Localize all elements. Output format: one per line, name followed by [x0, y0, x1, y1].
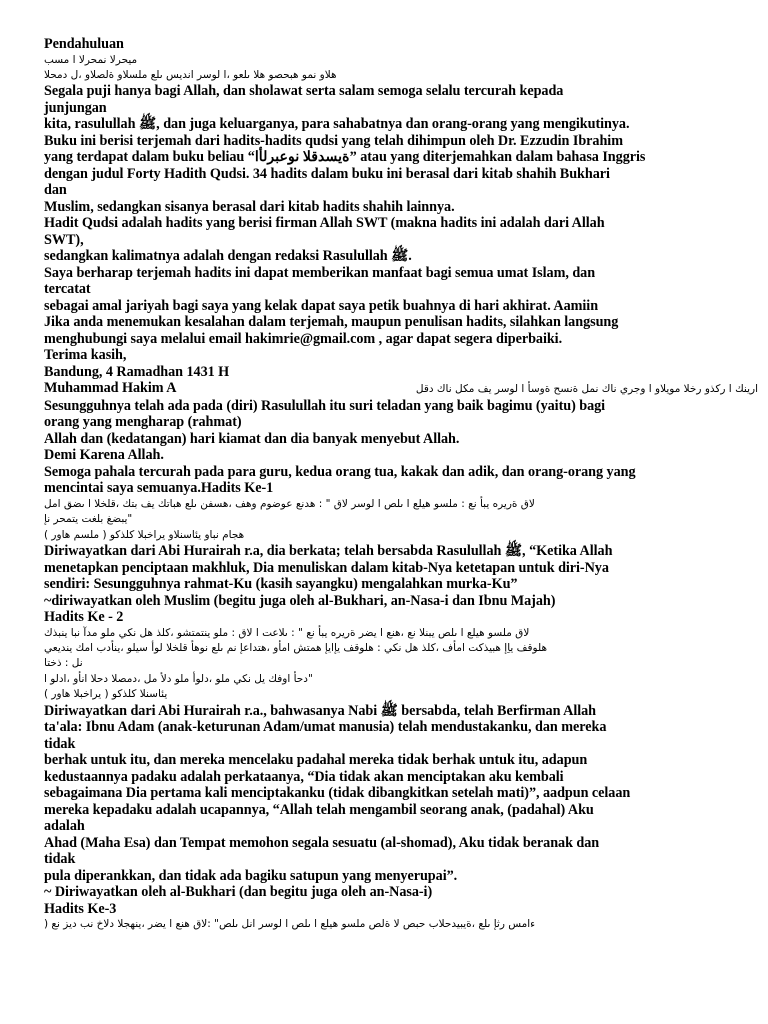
text-line: Hadits Ke - 2 [44, 609, 124, 626]
arabic-quote: ارينك ا ركذو رخلا مويلاو ا وجري ناك نمل ةنسح ةوسأ ا لوسر يف مكل ناك دقل [415, 383, 758, 396]
text-line: Demi Karena Allah. [44, 447, 164, 464]
text-line: Jika anda menemukan kesalahan dalam terjemah, maupun penulisan hadits, silahkan langsung [44, 314, 619, 331]
arabic-text-line: "يبضغ بلغت يتمحر نإ [44, 513, 133, 526]
text-line: menetapkan penciptaan makhluk, Dia menuliskan dalam kitab-Nya ketetapan untuk diri-Nya [44, 559, 609, 576]
text-line: Hadits Ke-3 [44, 900, 117, 917]
text-line: orang yang mengharap (rahmat) [44, 414, 242, 431]
text-line: Segala puji hanya bagi Allah, dan sholawat serta salam semoga selalu tercurah kepada [44, 83, 564, 100]
text-line: ~ Diriwayatkan oleh al-Bukhari (dan begitu juga oleh an-Nasa-i) [44, 884, 433, 901]
arabic-text-line: لاق ملسو هيلع ا ىلص يبنلا نع ،هنع ا يضر ةريره يبأ نع " : ىلاعت ا لاق : ملو ينتمتشو ،كلذ هل نكي ملو مدآ نبا ينبذك [44, 626, 530, 639]
text-line: kedustaannya padaku adalah perkataanya, “Dia tidak akan menciptakan aku kembali [44, 768, 564, 785]
text-line: tercatat [44, 281, 91, 298]
text-line: Ahad (Maha Esa) dan Tempat memohon segala sesuatu (al-shomad), Aku tidak beranak dan [44, 834, 600, 851]
text-line: sebagaimana Dia pertama kali menciptakanku (tidak dibangkitkan setelah mati)”, aadpun celaan [44, 785, 631, 802]
text-line: Terima kasih, [44, 347, 127, 364]
arabic-text-line: نل : ذختا [44, 657, 83, 670]
arabic-text-line: لاق ةريره يبأ نع : ملسو هيلع ا ىلص ا لوسر لاق " : هدنع عوضوم وهف ،هسفن ىلع هباتك يف بتك ،قلخلا ا ىضق امل [44, 497, 535, 510]
text-line: Sesungguhnya telah ada pada (diri) Rasulullah itu suri teladan yang baik bagimu (yaitu) bagi [44, 397, 606, 414]
text-line: sebagai amal jariyah bagi saya yang kelak dapat saya petik buahnya di hari akhirat. Aamiin [44, 297, 599, 314]
text-line: Bandung, 4 Ramadhan 1431 H [44, 363, 230, 380]
text-line: yang terdapat dalam buku beliau “ةيسدقلا نوعبرلأا” atau yang diterjemahkan dalam bahasa Inggris [44, 149, 646, 166]
author-name: Muhammad Hakim A [44, 380, 177, 397]
signature-line [44, 380, 758, 398]
text-line: Muslim, sedangkan sisanya berasal dari kitab hadits shahih lainnya. [44, 198, 455, 215]
text-line: tidak [44, 735, 76, 752]
text-line: ta'ala: Ibnu Adam (anak-keturunan Adam/umat manusia) telah mendustakanku, dan mereka [44, 719, 607, 736]
text-line: sendiri: Sesungguhnya rahmat-Ku (kasih sayangku) mengalahkan murka-Ku” [44, 576, 518, 593]
text-line: Pendahuluan [44, 36, 124, 52]
text-line: Semoga pahala tercurah pada para guru, kedua orang tua, kakak dan adik, dan orang-orang yang [44, 463, 636, 480]
text-line: ~diriwayatkan oleh Muslim (begitu juga oleh al-Bukhari, an-Nasa-i dan Ibnu Majah) [44, 592, 556, 609]
arabic-text-line: هلوقف ياِإ هبيذكت امأف ،كلذ هل نكي : هلوقف يإايإ همتش امأو ،هتداعإ نم ىلع نوهأ قلخلا لوأ سيلو ،ينأدب امك ينديعي [44, 641, 547, 654]
text-line: mereka kepadaku adalah ucapannya, “Allah telah mengambil seorang anak, (padahal) Aku [44, 801, 594, 818]
text-line: kita, rasulullah ﷺ, dan juga keluarganya, para sahabatnya dan orang-orang yang mengikutinya. [44, 116, 630, 133]
text-line: menghubungi saya melalui email hakimrie@gmail.com , agar dapat segera diperbaiki. [44, 330, 563, 347]
arabic-text-line: "دحأ اوفك يل نكي ملو ،دلوأ ملو دلأ مل ،دمصلا دحلا انأو ،ادلو ا [44, 672, 313, 685]
text-line: Allah dan (kedatangan) hari kiamat dan dia banyak menyebut Allah. [44, 430, 460, 447]
arabic-text-line: هلاو نمو هبحصو هلا ىلعو ،ا لوسر اندیس ىلع ملسلاو ةلصلاو ،ل دمحلا [44, 68, 337, 81]
text-line: adalah [44, 818, 85, 835]
document-page [44, 36, 758, 932]
text-line: Diriwayatkan dari Abi Hurairah r.a., bahwasanya Nabi ﷺ bersabda, telah Berfirman Allah [44, 702, 597, 719]
text-line: sedangkan kalimatnya adalah dengan redaksi Rasulullah ﷺ. [44, 248, 412, 265]
text-line: tidak [44, 851, 76, 868]
text-line: berhak untuk itu, dan mereka mencelaku padahal mereka tidak berhak untuk itu, adapun [44, 752, 588, 769]
text-line: junjungan [44, 99, 107, 116]
text-line: Hadit Qudsi adalah hadits yang berisi firman Allah SWT (makna hadits ini adalah dari Allah [44, 215, 605, 232]
text-line: Saya berharap terjemah hadits ini dapat memberikan manfaat bagi semua umat Islam, dan [44, 264, 596, 281]
text-line: pula diperankkan, dan tidak ada bagiku satupun yang menyerupai”. [44, 867, 458, 884]
text-line: Buku ini berisi terjemah dari hadits-hadits qudsi yang telah dihimpun oleh Dr. Ezzudin Ibrahim [44, 132, 623, 149]
arabic-text-line: ميحرلا نمحرلا ا مسب [44, 53, 138, 66]
arabic-text-line: هجام نباو يئاسنلاو يراخبلا كلذكو ( ملسم هاور ) [44, 528, 245, 541]
text-line: dan [44, 182, 67, 199]
text-line: Diriwayatkan dari Abi Hurairah r.a, dia berkata; telah bersabda Rasulullah ﷺ, “Ketika Allah [44, 543, 613, 560]
text-line: SWT), [44, 231, 84, 248]
text-line: mencintai saya semuanya.Hadits Ke-1 [44, 480, 274, 497]
arabic-text-line: يئاسنلا كلذكو ( يراخبلا هاور ) [44, 688, 168, 701]
arabic-text-line: ءامس رثإ ىلع ،ةيبيدحلاب حبص لا ةلص ملسو هيلع ا ىلص ا لوسر انل ىلص" :لاق هنع ا يضر ،ينهجلا دلاخ نب ديز نع ( [44, 918, 536, 931]
text-line: dengan judul Forty Hadith Qudsi. 34 hadits dalam buku ini berasal dari kitab shahih Bukhari [44, 165, 610, 182]
